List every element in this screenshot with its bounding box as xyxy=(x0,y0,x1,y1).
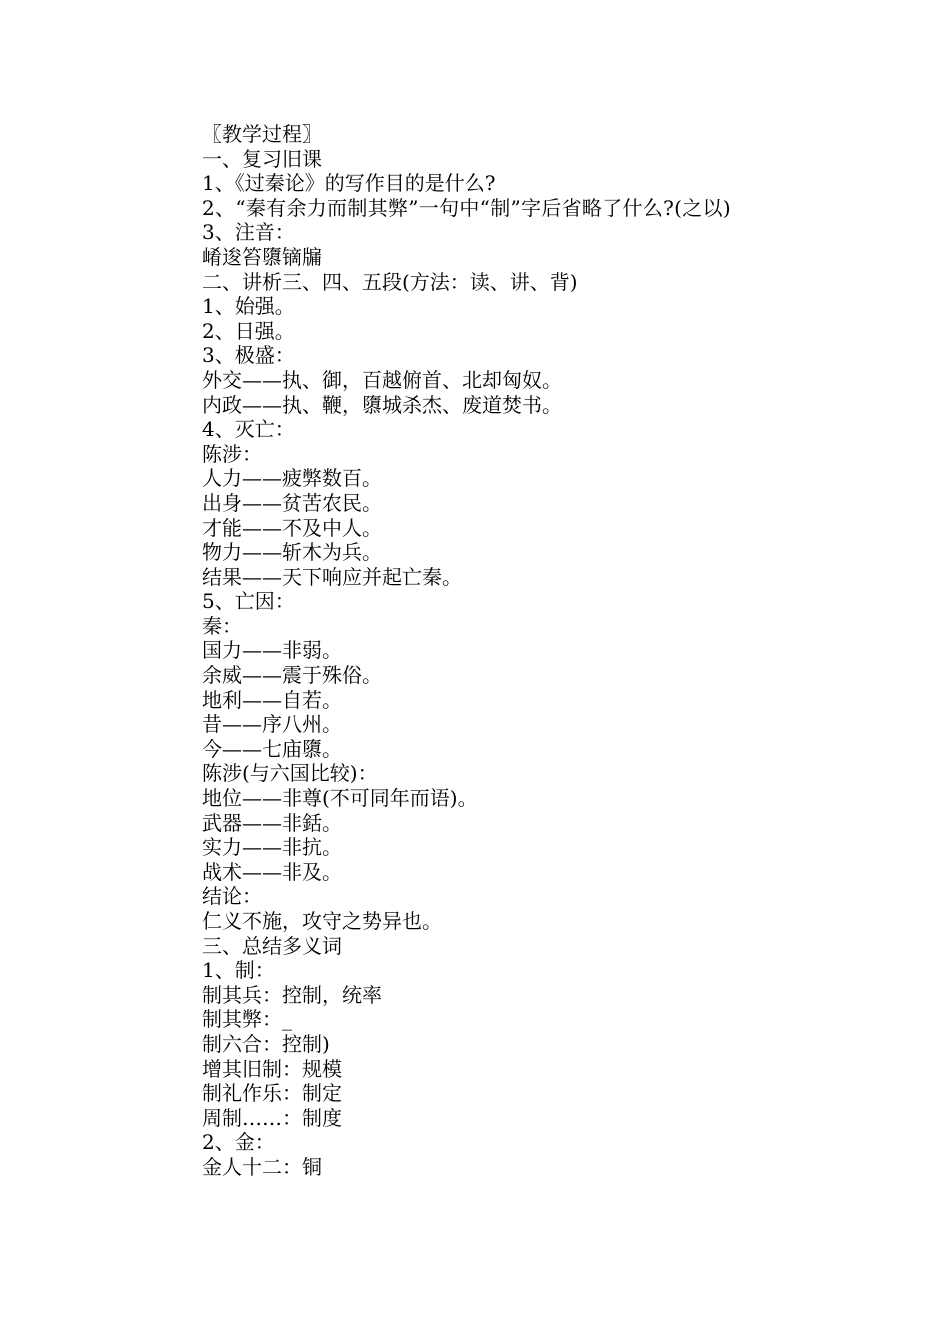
text-line: 武器——非銛。 xyxy=(202,810,342,835)
section-heading-teaching-process: 〖教学过程〗 xyxy=(202,122,322,146)
text-line: 内政——执、鞭，隳城杀杰、废道焚书。 xyxy=(202,392,562,417)
text-line: 5、亡因： xyxy=(202,589,295,614)
text-line: 金人十二：铜 xyxy=(202,1154,322,1179)
text-line: 崤逡笞隳镝牖 xyxy=(202,244,322,269)
document-body xyxy=(147,122,817,1180)
text-line: 制其弊：_ xyxy=(202,1007,292,1032)
section-heading-review: 一、复习旧课 xyxy=(202,146,322,171)
text-line: 国力——非弱。 xyxy=(202,638,342,663)
text-line: 才能——不及中人。 xyxy=(202,515,382,540)
text-line: 陈涉： xyxy=(202,441,262,466)
text-line: 周制……：制度 xyxy=(202,1105,342,1130)
text-line: 地位——非尊(不可同年而语)。 xyxy=(202,786,478,811)
text-line: 出身——贫苦农民。 xyxy=(202,490,382,515)
text-line: 4、灭亡： xyxy=(202,417,295,442)
text-line: 2、日强。 xyxy=(202,318,295,343)
text-line: 实力——非抗。 xyxy=(202,835,342,860)
text-line: 3、极盛： xyxy=(202,343,295,368)
text-line: 物力——斩木为兵。 xyxy=(202,540,382,565)
text-line: 秦： xyxy=(202,613,242,638)
text-line: 1、始强。 xyxy=(202,294,295,319)
text-line: 今——七庙隳。 xyxy=(202,736,342,761)
section-heading-polysemy: 三、总结多义词 xyxy=(202,933,342,958)
text-line: 3、注音： xyxy=(202,220,295,245)
text-line: 结论： xyxy=(202,884,262,909)
text-line: 人力——疲弊数百。 xyxy=(202,466,382,491)
text-line: 2、金： xyxy=(202,1130,275,1155)
text-line: 结果——天下响应并起亡秦。 xyxy=(202,564,462,589)
text-line: 战术——非及。 xyxy=(202,859,342,884)
text-line: 制六合：控制) xyxy=(202,1031,330,1056)
text-line: 仁义不施，攻守之势异也。 xyxy=(202,909,442,933)
text-line: 余威——震于殊俗。 xyxy=(202,663,382,688)
section-heading-analysis: 二、讲析三、四、五段(方法：读、讲、背) xyxy=(202,269,578,294)
text-line: 地利——自若。 xyxy=(202,687,342,712)
text-line: 外交——执、御，百越俯首、北却匈奴。 xyxy=(202,367,562,392)
text-line: 陈涉(与六国比较)： xyxy=(202,761,378,786)
text-line: 制其兵：控制，统率 xyxy=(202,982,382,1007)
text-line: 1、制： xyxy=(202,958,275,983)
text-line: 1、《过秦论》的写作目的是什么? xyxy=(202,171,496,196)
text-line: 制礼作乐：制定 xyxy=(202,1081,342,1106)
text-line: 增其旧制：规模 xyxy=(202,1056,342,1081)
text-line: 昔——序八州。 xyxy=(202,712,342,737)
text-line-wrapped: 2、“秦有余力而制其弊”一句中“制”字后省略了什么?(之以) xyxy=(202,195,731,220)
